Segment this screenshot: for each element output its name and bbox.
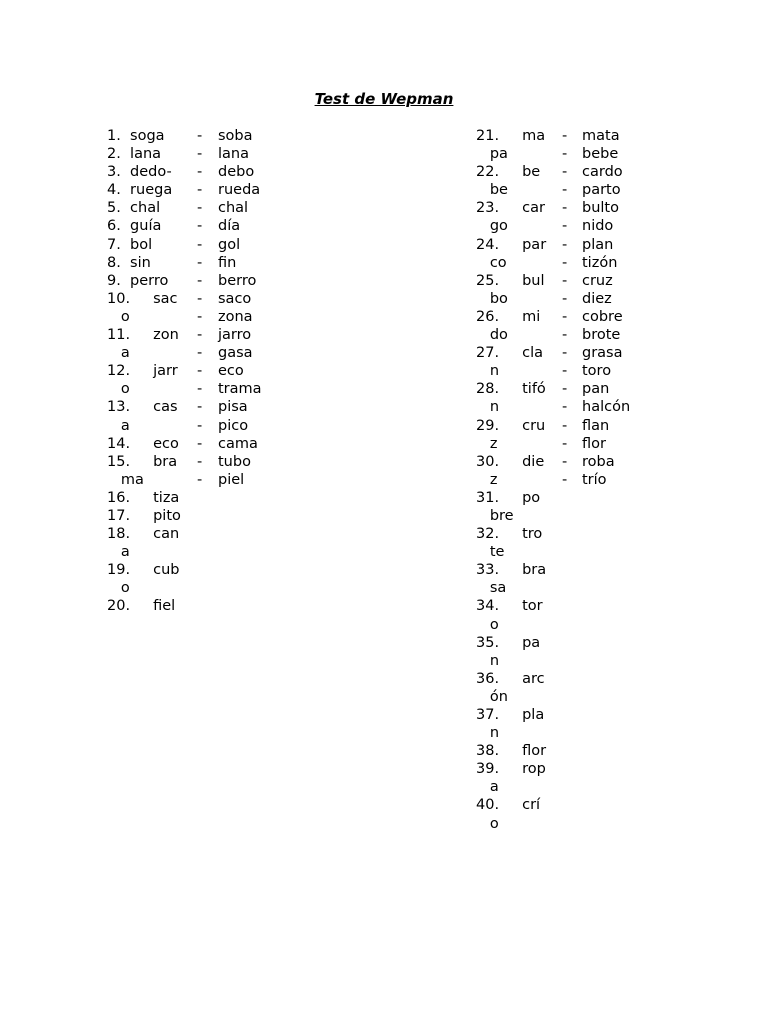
list-line: 6. guía	[107, 218, 162, 235]
list-line: -	[562, 435, 568, 452]
list-line: -	[562, 182, 568, 199]
list-line: -	[197, 164, 203, 181]
list-line: -	[197, 417, 203, 434]
list-line: 9. perro	[107, 272, 169, 289]
list-line: 2. lana	[107, 146, 162, 163]
list-line: 39. rop	[476, 761, 546, 778]
list-line: fin	[218, 254, 237, 271]
list-line: -	[197, 471, 203, 488]
list-line: -	[197, 290, 203, 307]
list-line: brote	[582, 327, 621, 344]
list-line: rueda	[218, 182, 261, 199]
list-line: -	[197, 308, 203, 325]
list-line: pan	[582, 381, 610, 398]
list-line: n	[476, 363, 500, 380]
list-line: ón	[476, 688, 508, 705]
list-line: grasa	[582, 345, 623, 362]
list-line: cobre	[582, 308, 623, 325]
page-title: Test de Wepman	[314, 90, 454, 108]
list-line: 33. bra	[476, 562, 547, 579]
list-line: 23. car	[476, 200, 545, 217]
list-line: -	[197, 128, 203, 144]
list-line: jarro	[218, 327, 252, 344]
list-line: flor	[582, 435, 606, 452]
list-line: -	[197, 399, 203, 416]
list-line: 37. pla	[476, 707, 545, 723]
list-line: -	[562, 290, 568, 307]
list-line: n	[476, 652, 500, 669]
list-line: -	[562, 417, 568, 434]
right-dash-column	[562, 127, 574, 489]
list-line: z	[476, 471, 498, 488]
list-line: 5. chal	[107, 200, 161, 217]
list-line: -	[562, 146, 568, 163]
list-line: 34. tor	[476, 598, 543, 615]
list-line: a	[476, 779, 499, 796]
list-line: -	[562, 128, 568, 144]
list-line: pa	[476, 146, 508, 163]
list-line: bulto	[582, 200, 619, 217]
list-line: -	[562, 272, 568, 289]
list-line: o	[476, 616, 499, 633]
list-line: berro	[218, 272, 257, 289]
list-line: bre	[476, 507, 514, 524]
left-dash-column	[197, 127, 209, 489]
list-line: 25. bul	[476, 272, 545, 289]
list-line: plan	[582, 236, 614, 253]
list-line: 38. flor	[476, 743, 547, 760]
list-line: 28. tifó	[476, 381, 546, 398]
list-line: -	[197, 345, 203, 362]
list-line: 26. mi	[476, 308, 541, 325]
list-line: -	[562, 327, 568, 344]
list-line: 12. jarr	[107, 363, 178, 380]
list-line: a	[107, 417, 130, 434]
list-line: 17. pito	[107, 507, 181, 524]
list-line: -	[562, 308, 568, 325]
list-line: 35. pa	[476, 634, 541, 651]
list-line: 8. sin	[107, 254, 151, 271]
list-line: -	[562, 164, 568, 181]
list-line: 27. cla	[476, 345, 543, 362]
list-line: flan	[582, 417, 610, 434]
list-line: -	[562, 363, 568, 380]
list-line: -	[197, 254, 203, 271]
list-line: 32. tro	[476, 526, 543, 543]
list-line: tizón	[582, 254, 618, 271]
list-line: mata	[582, 128, 620, 144]
list-line: 18. can	[107, 526, 180, 543]
list-line: -	[562, 200, 568, 217]
list-line: 7. bol	[107, 236, 153, 253]
list-line: -	[562, 471, 568, 488]
list-line: sa	[476, 580, 507, 597]
list-line: 11. zon	[107, 327, 179, 344]
left-pair-column	[218, 127, 308, 489]
list-line: piel	[218, 471, 245, 488]
list-line: -	[197, 236, 203, 253]
list-line: -	[562, 254, 568, 271]
list-line: parto	[582, 182, 621, 199]
list-line: zona	[218, 308, 253, 325]
list-line: bo	[476, 290, 508, 307]
list-line: pico	[218, 417, 249, 434]
list-line: go	[476, 218, 508, 235]
list-line: co	[476, 254, 507, 271]
list-line: gasa	[218, 345, 253, 362]
list-line: z	[476, 435, 498, 452]
list-line: -	[562, 345, 568, 362]
list-line: be	[476, 182, 508, 199]
list-line: 36. arc	[476, 670, 545, 687]
list-line: trama	[218, 381, 262, 398]
list-line: 29. cru	[476, 417, 546, 434]
list-line: -	[562, 453, 568, 470]
list-line: trío	[582, 471, 607, 488]
list-line: 15. bra	[107, 453, 178, 470]
list-line: lana	[218, 146, 249, 163]
list-line: -	[197, 200, 203, 217]
list-line: roba	[582, 453, 615, 470]
list-line: n	[476, 725, 500, 742]
list-line: debo	[218, 164, 255, 181]
list-line: do	[476, 327, 508, 344]
right-word-column	[476, 127, 566, 833]
list-line: -	[197, 435, 203, 452]
list-line: pisa	[218, 399, 248, 416]
list-line: a	[107, 544, 130, 561]
list-line: 40. crí	[476, 797, 541, 814]
list-line: 21. ma	[476, 128, 546, 144]
list-line: -	[197, 363, 203, 380]
list-line: 16. tiza	[107, 489, 180, 506]
right-pair-column	[582, 127, 672, 489]
list-line: 24. par	[476, 236, 547, 253]
list-line: -	[197, 272, 203, 289]
list-line: halcón	[582, 399, 631, 416]
list-line: -	[197, 327, 203, 344]
list-line: 31. po	[476, 489, 541, 506]
list-line: o	[107, 308, 130, 325]
list-line: 20. fiel	[107, 598, 176, 615]
list-line: diez	[582, 290, 612, 307]
list-line: eco	[218, 363, 244, 380]
list-line: -	[562, 236, 568, 253]
list-line: 4. ruega	[107, 182, 173, 199]
list-line: n	[476, 399, 500, 416]
list-line: -	[562, 399, 568, 416]
list-line: toro	[582, 363, 612, 380]
list-line: o	[107, 381, 130, 398]
list-line: o	[476, 815, 499, 832]
list-line: 22. be	[476, 164, 541, 181]
list-line: -	[562, 381, 568, 398]
list-line: cardo	[582, 164, 623, 181]
list-line: a	[107, 345, 130, 362]
list-line: -	[562, 218, 568, 235]
list-line: gol	[218, 236, 241, 253]
list-line: 3. dedo-	[107, 164, 172, 181]
list-line: -	[197, 146, 203, 163]
list-line: chal	[218, 200, 249, 217]
list-line: día	[218, 218, 241, 235]
list-line: soba	[218, 128, 253, 144]
list-line: ma	[107, 471, 144, 488]
list-line: te	[476, 544, 505, 561]
list-line: o	[107, 580, 130, 597]
list-line: saco	[218, 290, 252, 307]
list-line: -	[197, 218, 203, 235]
list-line: tubo	[218, 453, 251, 470]
list-line: 10. sac	[107, 290, 178, 307]
list-line: cama	[218, 435, 258, 452]
left-word-column	[107, 127, 197, 616]
list-line: -	[197, 381, 203, 398]
list-line: 1. soga	[107, 128, 165, 144]
list-line: nido	[582, 218, 614, 235]
list-line: 13. cas	[107, 399, 178, 416]
list-line: 19. cub	[107, 562, 180, 579]
list-line: cruz	[582, 272, 613, 289]
list-line: 14. eco	[107, 435, 179, 452]
list-line: -	[197, 453, 203, 470]
list-line: -	[197, 182, 203, 199]
list-line: bebe	[582, 146, 619, 163]
list-line: 30. die	[476, 453, 545, 470]
